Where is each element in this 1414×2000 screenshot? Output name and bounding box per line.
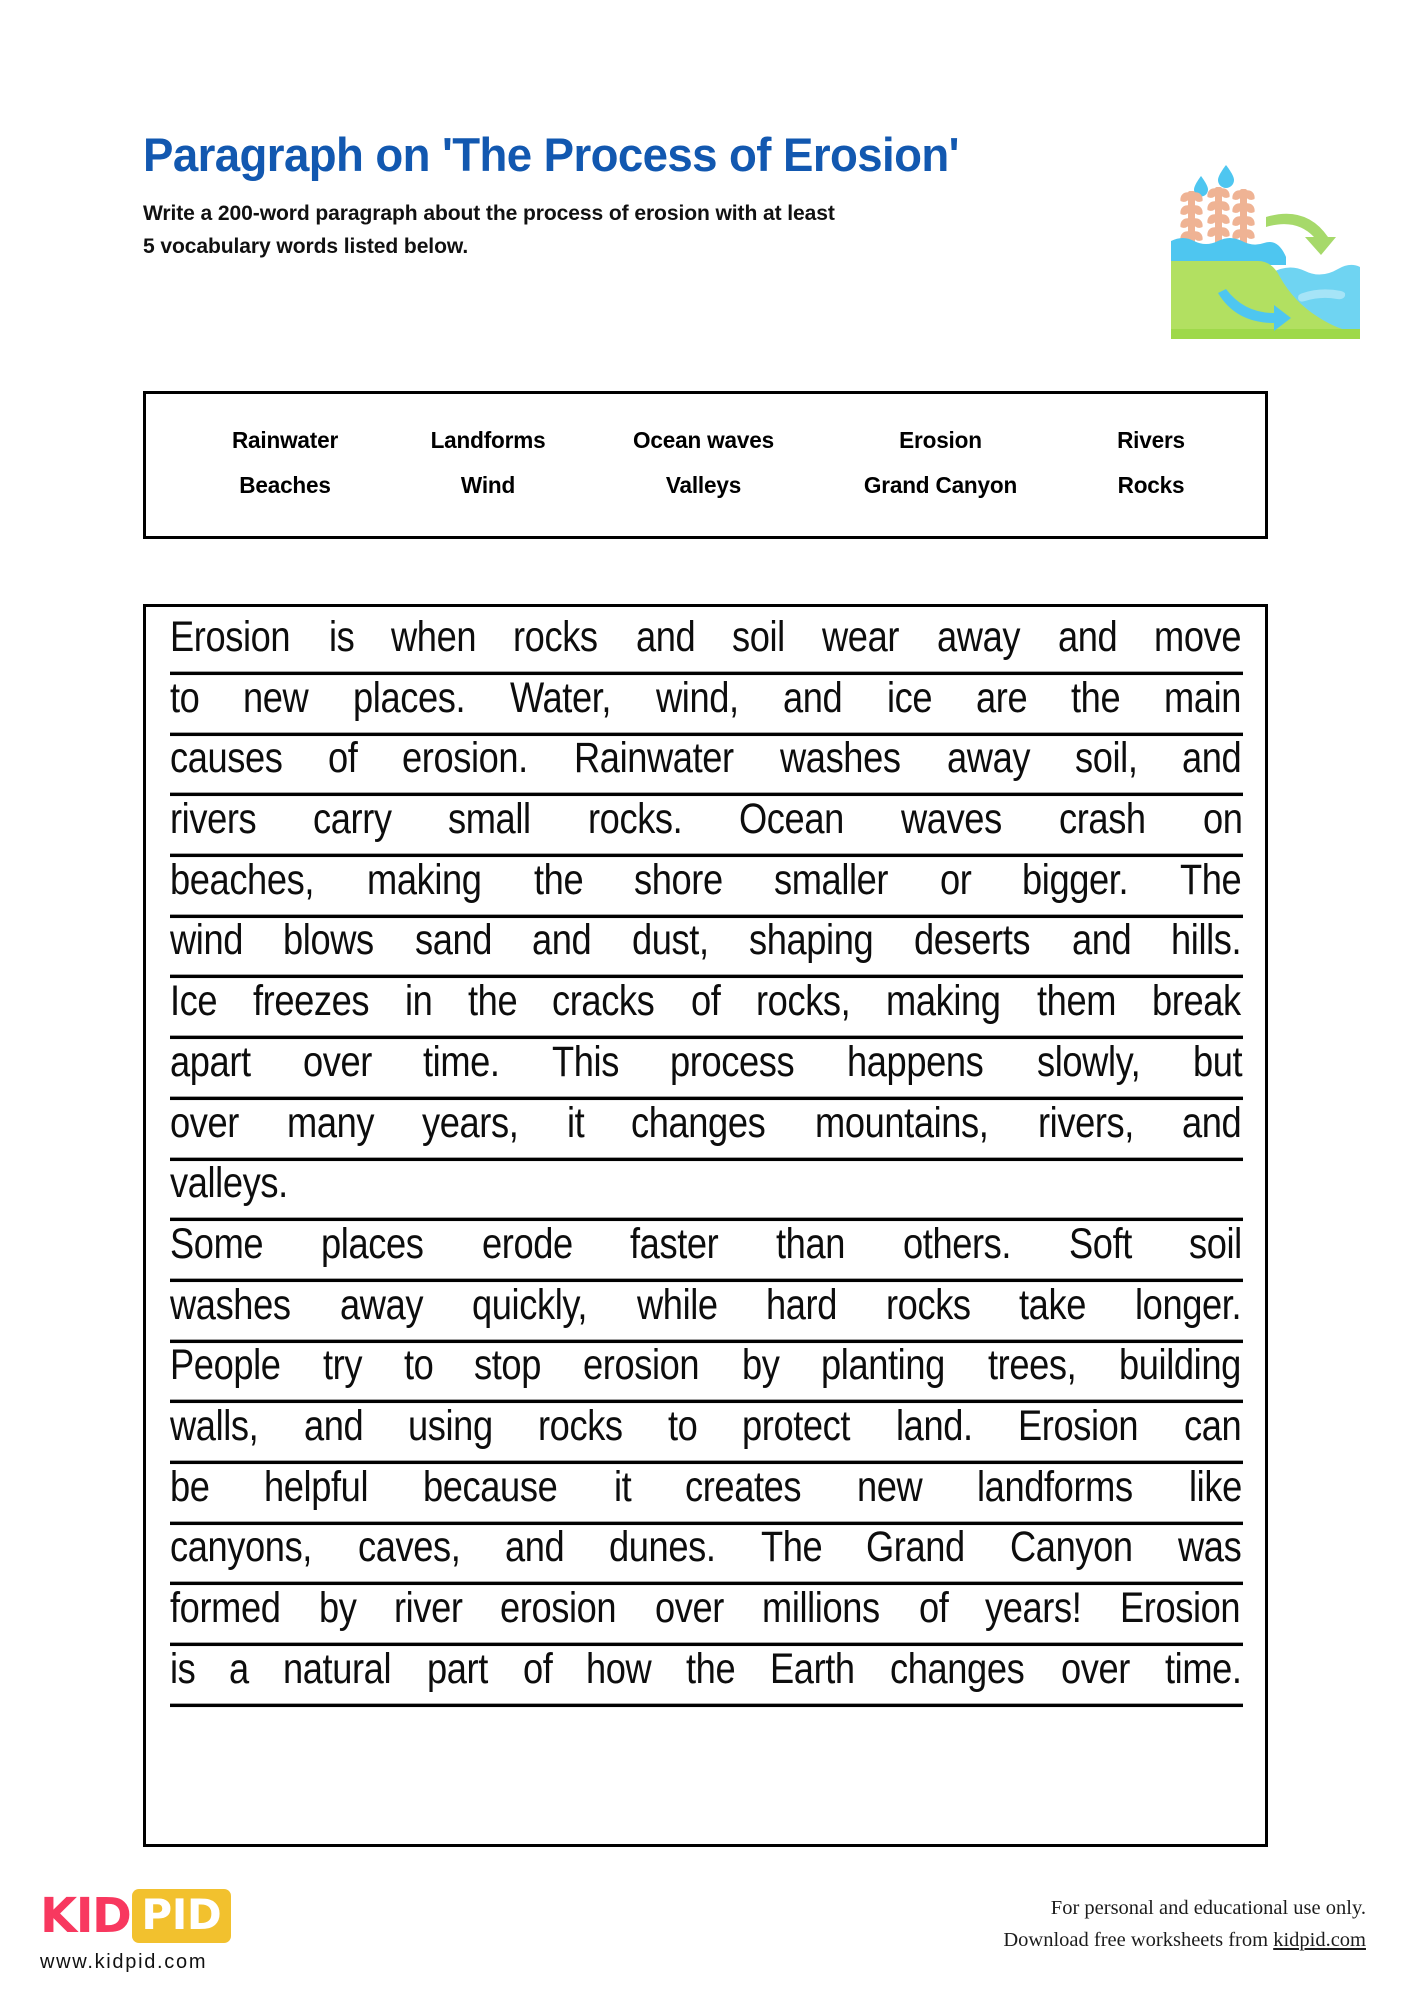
instructions-line-1: Write a 200-word paragraph about the process of erosion with at least bbox=[143, 201, 835, 226]
answer-word: cracks bbox=[552, 977, 655, 1025]
answer-word: Grand bbox=[866, 1523, 966, 1571]
answer-word: slowly, bbox=[1036, 1038, 1141, 1086]
answer-word: causes bbox=[170, 734, 283, 782]
answer-word: freezes bbox=[252, 977, 369, 1025]
answer-word: and bbox=[1182, 734, 1242, 782]
answer-word: happens bbox=[847, 1038, 984, 1086]
answer-word: valleys. bbox=[170, 1159, 288, 1207]
answer-line bbox=[170, 1099, 1243, 1160]
answer-line bbox=[170, 1342, 1243, 1403]
answer-word: canyons, bbox=[170, 1523, 312, 1571]
answer-line-wrapper bbox=[170, 977, 1243, 1039]
answer-word: and bbox=[783, 674, 843, 721]
answer-word: and bbox=[505, 1523, 565, 1571]
answer-word: Ice bbox=[170, 977, 218, 1025]
answer-line-wrapper bbox=[170, 1159, 1243, 1221]
footer-notice-line-2 bbox=[1003, 1925, 1366, 1957]
answer-word: deserts bbox=[914, 916, 1031, 964]
answer-word: The bbox=[1180, 856, 1242, 903]
answer-word: in bbox=[405, 977, 433, 1025]
answer-word: time. bbox=[423, 1038, 500, 1086]
answer-line bbox=[170, 1220, 1243, 1281]
answer-word: Erosion bbox=[170, 613, 291, 661]
answer-word: but bbox=[1192, 1038, 1242, 1086]
answer-word: because bbox=[423, 1463, 558, 1510]
answer-line-wrapper bbox=[170, 674, 1243, 736]
answer-word: ice bbox=[886, 674, 933, 721]
answer-word: carry bbox=[313, 795, 392, 843]
answer-word: Water, bbox=[510, 674, 612, 721]
vocab-word: Rainwater bbox=[231, 427, 339, 453]
answer-word: and bbox=[1071, 916, 1132, 964]
answer-word: was bbox=[1178, 1523, 1242, 1571]
answer-word: walls, bbox=[170, 1402, 259, 1450]
answer-word: changes bbox=[890, 1645, 1025, 1692]
answer-word: Ocean bbox=[739, 795, 844, 843]
answer-line-wrapper bbox=[170, 1281, 1243, 1343]
answer-word: quickly, bbox=[472, 1281, 588, 1328]
answer-word: over bbox=[302, 1038, 372, 1086]
vocab-word: Ocean waves bbox=[632, 427, 774, 453]
answer-word: years! bbox=[985, 1584, 1082, 1632]
answer-word: the bbox=[533, 856, 583, 903]
answer-word: wind bbox=[170, 916, 244, 964]
answer-line bbox=[170, 1524, 1243, 1585]
answer-word: when bbox=[390, 613, 476, 661]
answer-word: and bbox=[303, 1402, 364, 1450]
answer-line-wrapper bbox=[170, 1220, 1243, 1282]
kidpid-link[interactable]: kidpid.com bbox=[1273, 1928, 1366, 1951]
answer-word: soil, bbox=[1075, 734, 1138, 782]
answer-word: it bbox=[566, 1098, 585, 1146]
logo-website-url: www.kidpid.com bbox=[40, 1951, 208, 1973]
answer-word: landforms bbox=[976, 1463, 1133, 1510]
answer-word: planting bbox=[820, 1341, 945, 1389]
answer-word: or bbox=[940, 856, 972, 903]
vocabulary-row-2 bbox=[164, 463, 1247, 508]
answer-word: natural bbox=[283, 1645, 392, 1692]
answer-line-wrapper bbox=[170, 1523, 1243, 1585]
answer-word: the bbox=[467, 977, 517, 1025]
answer-word: like bbox=[1189, 1463, 1242, 1510]
answer-word: of bbox=[918, 1584, 949, 1632]
answer-word: others. bbox=[902, 1220, 1011, 1268]
answer-word: them bbox=[1037, 977, 1117, 1025]
answer-word: over bbox=[655, 1584, 725, 1632]
answer-word: than bbox=[776, 1220, 846, 1268]
answer-word: by bbox=[742, 1341, 780, 1389]
answer-word: over bbox=[1060, 1645, 1130, 1692]
answer-word: Some bbox=[170, 1220, 264, 1268]
answer-word: is bbox=[170, 1645, 196, 1692]
answer-line-wrapper bbox=[170, 1402, 1243, 1464]
answer-word: Canyon bbox=[1010, 1523, 1133, 1571]
answer-line bbox=[170, 856, 1243, 917]
instructions-line-2: 5 vocabulary words listed below. bbox=[143, 234, 469, 259]
answer-word: using bbox=[408, 1402, 493, 1450]
answer-word: making bbox=[886, 977, 1001, 1025]
answer-word: crash bbox=[1059, 795, 1146, 843]
answer-word: move bbox=[1154, 613, 1242, 661]
answer-word: caves, bbox=[357, 1523, 461, 1571]
answer-word: soil bbox=[732, 613, 786, 661]
answer-word: is bbox=[328, 613, 355, 661]
answer-word: erosion bbox=[500, 1584, 617, 1632]
answer-word: of bbox=[691, 977, 721, 1025]
answer-word: waves bbox=[901, 795, 1002, 843]
answer-word: part bbox=[427, 1645, 488, 1692]
vocab-word: Rocks bbox=[1117, 472, 1185, 498]
answer-word: while bbox=[636, 1281, 718, 1328]
answer-line-wrapper bbox=[170, 1341, 1243, 1403]
answer-word: blows bbox=[283, 916, 375, 964]
worksheet-instructions bbox=[143, 197, 927, 262]
answer-word: hard bbox=[766, 1281, 838, 1328]
footer-notice-prefix: Download free worksheets from bbox=[1003, 1928, 1274, 1951]
answer-line bbox=[170, 796, 1243, 857]
answer-word: People bbox=[170, 1341, 281, 1389]
answer-word: try bbox=[323, 1341, 363, 1389]
answer-word: to bbox=[403, 1341, 434, 1389]
vocab-word: Landforms bbox=[430, 427, 546, 453]
vocab-word: Grand Canyon bbox=[864, 472, 1018, 498]
answer-word: how bbox=[586, 1645, 652, 1692]
answer-word: apart bbox=[170, 1038, 251, 1086]
answer-word: and bbox=[1057, 613, 1117, 661]
answer-word: erosion bbox=[583, 1341, 700, 1389]
answer-word: hills. bbox=[1171, 916, 1242, 964]
answer-word: a bbox=[229, 1645, 250, 1692]
answer-word: Erosion bbox=[1120, 1584, 1241, 1632]
handwritten-answer-box[interactable] bbox=[143, 604, 1268, 1847]
vocab-word: Beaches bbox=[239, 472, 331, 498]
answer-word: rivers bbox=[170, 795, 257, 843]
answer-word: away bbox=[946, 734, 1030, 782]
answer-word: rocks, bbox=[755, 977, 850, 1025]
answer-word: mountains, bbox=[814, 1098, 989, 1146]
answer-word: rocks. bbox=[587, 795, 683, 843]
answer-line bbox=[170, 978, 1243, 1039]
answer-line bbox=[170, 735, 1243, 796]
answer-word: rocks bbox=[538, 1402, 623, 1450]
answer-word: years, bbox=[422, 1098, 519, 1146]
answer-word: beaches, bbox=[170, 856, 315, 903]
answer-line bbox=[170, 1160, 1243, 1221]
answer-word: changes bbox=[631, 1098, 766, 1146]
logo-mark bbox=[40, 1890, 370, 1942]
answer-line bbox=[170, 1645, 1243, 1706]
answer-word: small bbox=[448, 795, 532, 843]
answer-word: of bbox=[522, 1645, 553, 1692]
answer-word: shore bbox=[633, 856, 723, 903]
answer-word: Rainwater bbox=[573, 734, 734, 782]
surface-water bbox=[1171, 238, 1286, 265]
answer-line bbox=[170, 1038, 1243, 1099]
answer-word: by bbox=[319, 1584, 357, 1632]
answer-word: river bbox=[393, 1584, 463, 1632]
answer-word: of bbox=[328, 734, 358, 782]
logo-text-kid: KID bbox=[40, 1888, 131, 1944]
answer-word: smaller bbox=[774, 856, 889, 903]
answer-word: wind, bbox=[656, 674, 739, 721]
answer-word: This bbox=[551, 1038, 619, 1086]
footer-notice bbox=[1003, 1893, 1366, 1957]
answer-word: new bbox=[243, 674, 309, 721]
answer-word: the bbox=[1071, 674, 1121, 721]
answer-word: formed bbox=[170, 1584, 281, 1632]
answer-word: dunes. bbox=[609, 1523, 716, 1571]
answer-word: and bbox=[1182, 1098, 1242, 1146]
footer-notice-line-1: For personal and educational use only. bbox=[1050, 1897, 1366, 1919]
answer-word: building bbox=[1118, 1341, 1241, 1389]
vocabulary-word-bank bbox=[143, 391, 1268, 539]
erosion-riverbank-illustration bbox=[1163, 143, 1368, 343]
answer-word: wear bbox=[822, 613, 900, 661]
answer-word: main bbox=[1164, 674, 1242, 721]
answer-line bbox=[170, 1463, 1243, 1524]
answer-word: dust, bbox=[631, 916, 709, 964]
answer-word: longer. bbox=[1134, 1281, 1241, 1328]
answer-line-wrapper bbox=[170, 1038, 1243, 1100]
answer-word: on bbox=[1202, 795, 1243, 843]
answer-word: places. bbox=[352, 674, 465, 721]
answer-word: Soft bbox=[1068, 1220, 1132, 1268]
answer-line-wrapper bbox=[170, 1098, 1243, 1161]
answer-word: helpful bbox=[263, 1463, 368, 1510]
vocab-word: Wind bbox=[460, 472, 515, 498]
answer-word: new bbox=[856, 1463, 923, 1510]
answer-word: rocks bbox=[885, 1281, 971, 1328]
answer-line bbox=[170, 1402, 1243, 1463]
answer-word: erosion. bbox=[401, 734, 528, 782]
answer-word: places bbox=[321, 1220, 424, 1268]
answer-word: protect bbox=[742, 1402, 851, 1450]
answer-word: faster bbox=[630, 1220, 719, 1268]
answer-word: creates bbox=[684, 1463, 802, 1510]
answer-word: washes bbox=[170, 1281, 291, 1328]
answer-word: millions bbox=[762, 1584, 881, 1632]
answer-word: Erosion bbox=[1018, 1402, 1139, 1450]
answer-word: shaping bbox=[748, 916, 874, 964]
vocabulary-row-1 bbox=[164, 418, 1247, 463]
answer-line bbox=[170, 1584, 1243, 1645]
answer-word: erode bbox=[481, 1220, 573, 1268]
answer-word: are bbox=[975, 674, 1028, 721]
answer-word: away bbox=[340, 1281, 424, 1328]
ground-strip bbox=[1171, 329, 1360, 339]
answer-line bbox=[170, 674, 1243, 735]
answer-word: making bbox=[366, 856, 482, 903]
answer-line-wrapper bbox=[170, 795, 1243, 857]
answer-word: can bbox=[1184, 1402, 1242, 1450]
answer-word: over bbox=[170, 1098, 239, 1146]
answer-word: many bbox=[286, 1098, 374, 1146]
answer-line-wrapper bbox=[170, 1645, 1243, 1707]
answer-line-wrapper bbox=[170, 734, 1243, 796]
answer-word: process bbox=[670, 1038, 795, 1086]
answer-line bbox=[170, 613, 1243, 674]
answer-word: rivers, bbox=[1038, 1098, 1135, 1146]
answer-word: land. bbox=[896, 1402, 973, 1450]
answer-word: rocks bbox=[513, 613, 599, 661]
answer-word: time. bbox=[1164, 1645, 1242, 1692]
answer-word: the bbox=[686, 1645, 736, 1692]
answer-word: to bbox=[170, 674, 200, 721]
answer-word: stop bbox=[474, 1341, 542, 1389]
answer-word: Earth bbox=[770, 1645, 855, 1692]
answer-line-wrapper bbox=[170, 613, 1243, 675]
logo-text-pid: PID bbox=[132, 1889, 231, 1943]
answer-line bbox=[170, 917, 1243, 978]
answer-word: sand bbox=[414, 916, 492, 964]
answer-word: be bbox=[170, 1463, 210, 1510]
answer-word: it bbox=[613, 1463, 632, 1510]
answer-word: and bbox=[532, 916, 592, 964]
answer-word: The bbox=[760, 1523, 823, 1571]
answer-word: to bbox=[668, 1402, 698, 1450]
answer-line-wrapper bbox=[170, 916, 1243, 978]
answer-word: and bbox=[635, 613, 696, 661]
vocab-word: Rivers bbox=[1117, 427, 1185, 453]
answer-line-wrapper bbox=[170, 1584, 1243, 1646]
answer-line-wrapper bbox=[170, 1463, 1243, 1525]
answer-word: break bbox=[1152, 977, 1242, 1025]
answer-line-wrapper bbox=[170, 856, 1243, 918]
answer-word: take bbox=[1019, 1281, 1087, 1328]
answer-word: away bbox=[936, 613, 1020, 661]
page-title: Paragraph on 'The Process of Erosion' bbox=[143, 128, 959, 181]
answer-line bbox=[170, 1281, 1243, 1342]
answer-word: soil bbox=[1189, 1220, 1242, 1268]
answer-word: washes bbox=[780, 734, 901, 782]
answer-word: bigger. bbox=[1022, 856, 1129, 903]
answer-word: trees, bbox=[987, 1341, 1077, 1389]
vocab-word: Valleys bbox=[665, 472, 741, 498]
vocab-word: Erosion bbox=[899, 427, 983, 453]
kidpid-logo bbox=[40, 1890, 370, 1985]
worksheet-header bbox=[143, 130, 1273, 320]
